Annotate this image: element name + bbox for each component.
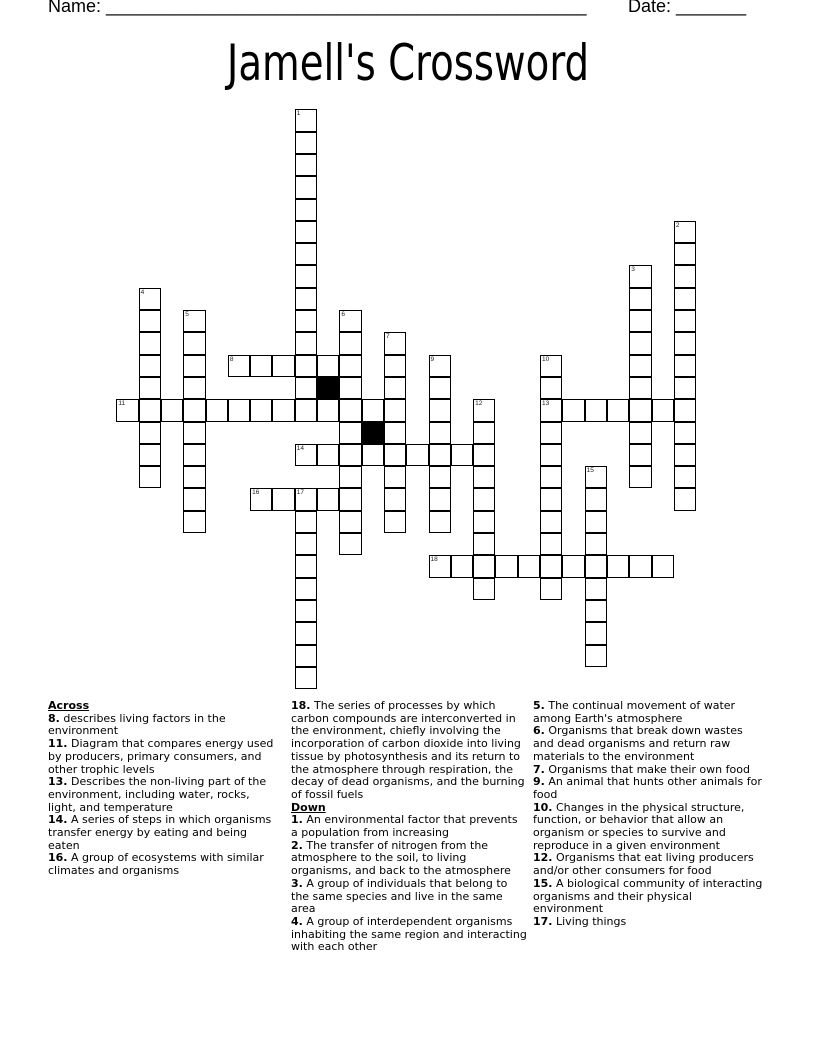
grid-cell[interactable]: [451, 444, 473, 466]
grid-cell[interactable]: [674, 221, 696, 243]
grid-cell[interactable]: [384, 466, 406, 488]
clue-number: 2.: [291, 838, 303, 852]
clue-number-label: 17: [296, 489, 304, 497]
clue-text: Living things: [556, 914, 627, 928]
grid-cell[interactable]: [295, 600, 317, 622]
grid-cell[interactable]: [139, 422, 161, 444]
clue-text: The continual movement of water among Earth's atmosphere: [533, 699, 736, 725]
grid-cell[interactable]: [451, 555, 473, 577]
grid-cell[interactable]: [540, 488, 562, 510]
clue-number: 5.: [533, 699, 545, 712]
clue-number: 1.: [291, 813, 303, 827]
clue-text: A group of interdependent organisms inhabiting the same region and interacting with each other: [291, 914, 527, 954]
clue-number-label: 18: [430, 556, 438, 564]
clue-number: 16.: [48, 851, 68, 865]
down-heading: Down: [291, 800, 326, 814]
clue-text: Organisms that eat living producers and/or other consumers for food: [533, 851, 754, 878]
grid-cell[interactable]: [362, 399, 384, 421]
grid-cell[interactable]: [585, 600, 607, 622]
grid-cell[interactable]: [116, 399, 138, 421]
clue-down-2: [291, 840, 527, 878]
clue-number: 7.: [533, 762, 545, 776]
grid-cell[interactable]: [384, 422, 406, 444]
clue-number: 9.: [533, 775, 545, 789]
grid-cell[interactable]: [339, 332, 361, 354]
grid-cell[interactable]: [295, 555, 317, 577]
grid-cell[interactable]: [295, 444, 317, 466]
grid-cell[interactable]: [540, 377, 562, 399]
grid-cell[interactable]: [384, 444, 406, 466]
grid-cell[interactable]: [674, 288, 696, 310]
clue-down-12: [533, 852, 765, 877]
grid-cell[interactable]: [674, 332, 696, 354]
grid-cell[interactable]: [183, 377, 205, 399]
grid-cell[interactable]: [629, 444, 651, 466]
grid-cell[interactable]: [585, 533, 607, 555]
grid-cell[interactable]: [429, 399, 451, 421]
grid-cell[interactable]: [339, 355, 361, 377]
grid-cell[interactable]: [295, 265, 317, 287]
grid-cell[interactable]: [562, 399, 584, 421]
grid-cell[interactable]: [429, 511, 451, 533]
grid-cell[interactable]: [295, 154, 317, 176]
grid-cell[interactable]: [473, 578, 495, 600]
grid-cell[interactable]: [384, 511, 406, 533]
clue-number-label: 15: [586, 467, 594, 475]
grid-cell[interactable]: [473, 422, 495, 444]
grid-cell[interactable]: [206, 399, 228, 421]
clue-number-label: 4: [140, 288, 145, 296]
grid-cell[interactable]: [339, 466, 361, 488]
clue-down-6: [533, 725, 765, 763]
clue-down-5: [533, 700, 765, 725]
clue-text: Describes the non-living part of the environment, including water, rocks, light, and temperature: [48, 775, 267, 814]
grid-cell[interactable]: [228, 355, 250, 377]
grid-cell[interactable]: [540, 533, 562, 555]
grid-cell[interactable]: [295, 243, 317, 265]
grid-cell[interactable]: [674, 488, 696, 510]
clue-text: An environmental factor that prevents a population from increasing: [291, 813, 518, 840]
grid-cell[interactable]: [540, 466, 562, 488]
clue-down-10: [533, 802, 765, 853]
grid-cell[interactable]: [139, 377, 161, 399]
grid-cell[interactable]: [473, 555, 495, 577]
grid-cell[interactable]: [674, 466, 696, 488]
grid-cell[interactable]: [473, 488, 495, 510]
grid-cell[interactable]: [674, 265, 696, 287]
grid-cell[interactable]: [540, 422, 562, 444]
clue-text: A biological community of interacting organisms and their physical environment: [533, 876, 763, 916]
grid-cell[interactable]: [295, 288, 317, 310]
grid-cell[interactable]: [295, 310, 317, 332]
grid-cell[interactable]: [406, 444, 428, 466]
grid-cell[interactable]: [384, 377, 406, 399]
grid-cell[interactable]: [295, 399, 317, 421]
clue-text: A group of individuals that belong to the same species and live in the same area: [291, 876, 508, 916]
clue-across-16: [48, 852, 280, 877]
clues-column-3: [533, 700, 765, 929]
grid-cell[interactable]: [585, 511, 607, 533]
grid-cell[interactable]: [295, 511, 317, 533]
grid-cell[interactable]: [295, 176, 317, 198]
grid-cell[interactable]: [585, 578, 607, 600]
grid-cell[interactable]: [429, 355, 451, 377]
clue-text: Organisms that break down wastes and dead organisms and return raw materials to the environment: [533, 724, 743, 763]
grid-cell[interactable]: [161, 399, 183, 421]
grid-cell[interactable]: [562, 555, 584, 577]
grid-cell[interactable]: [473, 466, 495, 488]
grid-cell[interactable]: [585, 555, 607, 577]
clue-number-label: 6: [341, 311, 345, 319]
grid-cell[interactable]: [629, 355, 651, 377]
clue-text: A group of ecosystems with similar climates and organisms: [48, 851, 264, 878]
grid-cell[interactable]: [518, 555, 540, 577]
grid-cell[interactable]: [629, 399, 651, 421]
grid-cell[interactable]: [250, 399, 272, 421]
grid-cell[interactable]: [540, 444, 562, 466]
clue-down-17: [533, 916, 765, 929]
black-cell: [317, 377, 339, 399]
grid-cell[interactable]: [295, 221, 317, 243]
grid-cell[interactable]: [585, 488, 607, 510]
grid-cell[interactable]: [674, 310, 696, 332]
across-heading: Across: [48, 699, 90, 712]
grid-cell[interactable]: [339, 377, 361, 399]
clue-down-1: [291, 814, 527, 839]
grid-cell[interactable]: [384, 355, 406, 377]
grid-cell[interactable]: [540, 555, 562, 577]
grid-cell[interactable]: [139, 399, 161, 421]
clue-number-label: 16: [252, 489, 260, 497]
grid-cell[interactable]: [183, 399, 205, 421]
grid-cell[interactable]: [295, 355, 317, 377]
clue-across-18: [291, 700, 527, 802]
grid-cell[interactable]: [295, 332, 317, 354]
grid-cell[interactable]: [429, 555, 451, 577]
clue-number: 15.: [533, 876, 553, 890]
grid-cell[interactable]: [272, 488, 294, 510]
clue-across-8: [48, 713, 280, 738]
grid-cell[interactable]: [585, 645, 607, 667]
grid-cell[interactable]: [183, 466, 205, 488]
clue-text: Organisms that make their own food: [548, 762, 750, 776]
clue-number-label: 9: [430, 355, 435, 363]
clues-column-2: [291, 700, 527, 954]
grid-cell[interactable]: [607, 555, 629, 577]
clue-number: 6.: [533, 724, 545, 738]
grid-cell[interactable]: [674, 355, 696, 377]
grid-cell[interactable]: [317, 444, 339, 466]
grid-cell[interactable]: [629, 265, 651, 287]
grid-cell[interactable]: [473, 533, 495, 555]
clue-number: 12.: [533, 851, 553, 865]
clue-number-label: 1: [296, 110, 301, 118]
clue-down-15: [533, 878, 765, 916]
clue-number-label: 3: [631, 266, 635, 274]
clue-text: The transfer of nitrogen from the atmosphere to the soil, to living organisms, and back to the atmosphere: [291, 838, 511, 878]
grid-cell[interactable]: [629, 422, 651, 444]
grid-cell[interactable]: [295, 109, 317, 131]
grid-cell[interactable]: [384, 488, 406, 510]
grid-cell[interactable]: [339, 399, 361, 421]
grid-cell[interactable]: [674, 422, 696, 444]
clue-number-label: 12: [475, 400, 483, 408]
clue-down-9: [533, 776, 765, 801]
grid-cell[interactable]: [295, 132, 317, 154]
grid-cell[interactable]: [183, 310, 205, 332]
clue-across-14: [48, 814, 280, 852]
clue-number-label: 2: [675, 221, 680, 229]
grid-cell[interactable]: [429, 444, 451, 466]
grid-cell[interactable]: [139, 444, 161, 466]
grid-cell[interactable]: [384, 332, 406, 354]
grid-cell[interactable]: [139, 466, 161, 488]
grid-cell[interactable]: [585, 622, 607, 644]
grid-cell[interactable]: [540, 399, 562, 421]
clue-text: describes living factors in the environment: [48, 711, 226, 738]
clue-text: Changes in the physical structure, function, or behavior that allow an organism or species to survive and reproduce in a given environment: [533, 800, 745, 852]
grid-cell[interactable]: [429, 488, 451, 510]
grid-cell[interactable]: [652, 555, 674, 577]
grid-cell[interactable]: [629, 288, 651, 310]
grid-cell[interactable]: [250, 355, 272, 377]
grid-cell[interactable]: [139, 332, 161, 354]
grid-cell[interactable]: [250, 488, 272, 510]
grid-cell[interactable]: [339, 444, 361, 466]
clue-number: 10.: [533, 800, 553, 814]
grid-cell[interactable]: [295, 199, 317, 221]
grid-cell[interactable]: [674, 444, 696, 466]
grid-cell[interactable]: [183, 355, 205, 377]
grid-cell[interactable]: [429, 422, 451, 444]
grid-cell[interactable]: [317, 399, 339, 421]
clue-number: 18.: [291, 699, 311, 712]
grid-cell[interactable]: [585, 466, 607, 488]
clue-number-label: 13: [542, 400, 550, 408]
grid-cell[interactable]: [674, 243, 696, 265]
clue-number: 8.: [48, 711, 60, 725]
grid-cell[interactable]: [607, 399, 629, 421]
grid-cell[interactable]: [674, 399, 696, 421]
clue-number-label: 10: [542, 355, 550, 363]
grid-cell[interactable]: [629, 555, 651, 577]
date-field[interactable]: Date: _______: [628, 0, 747, 16]
grid-cell[interactable]: [540, 355, 562, 377]
grid-cell[interactable]: [295, 578, 317, 600]
grid-cell[interactable]: [429, 466, 451, 488]
grid-cell[interactable]: [339, 422, 361, 444]
grid-cell[interactable]: [339, 310, 361, 332]
clue-text: Diagram that compares energy used by producers, primary consumers, and other trophic levels: [48, 737, 274, 776]
clue-number: 11.: [48, 737, 68, 751]
grid-cell[interactable]: [429, 377, 451, 399]
clue-number: 17.: [533, 914, 553, 928]
grid-cell[interactable]: [317, 488, 339, 510]
clue-number-label: 5: [185, 311, 189, 319]
clue-text: The series of processes by which carbon compounds are interconverted in the environment, chiefly involving the incorporation of carbon dioxide into living tissue by photosynthesis and its return to the atmosphere through respiration, the decay of dead organisms, and the burning of fossil fuels: [291, 699, 525, 801]
grid-cell[interactable]: [295, 377, 317, 399]
grid-cell[interactable]: [473, 511, 495, 533]
clue-number: 4.: [291, 914, 303, 928]
clue-across-11: [48, 738, 280, 776]
grid-cell[interactable]: [183, 422, 205, 444]
grid-cell[interactable]: [674, 377, 696, 399]
grid-cell[interactable]: [339, 488, 361, 510]
clue-text: A series of steps in which organisms transfer energy by eating and being eaten: [48, 813, 272, 852]
grid-cell[interactable]: [272, 399, 294, 421]
grid-cell[interactable]: [295, 533, 317, 555]
grid-cell[interactable]: [183, 332, 205, 354]
clue-number-label: 11: [118, 400, 126, 408]
grid-cell[interactable]: [473, 399, 495, 421]
grid-cell[interactable]: [317, 355, 339, 377]
grid-cell[interactable]: [295, 645, 317, 667]
grid-cell[interactable]: [629, 332, 651, 354]
grid-cell[interactable]: [495, 555, 517, 577]
clue-number-label: 8: [229, 355, 234, 363]
clue-number: 13.: [48, 775, 68, 789]
page-title: Jamell's Crossword: [226, 34, 590, 92]
grid-cell[interactable]: [183, 444, 205, 466]
grid-cell[interactable]: [339, 533, 361, 555]
name-field[interactable]: Name: ________________________________________________: [48, 0, 587, 16]
grid-cell[interactable]: [473, 444, 495, 466]
clue-number: 14.: [48, 813, 68, 827]
clue-down-3: [291, 878, 527, 916]
clue-across-13: [48, 776, 280, 814]
grid-cell[interactable]: [295, 622, 317, 644]
clue-down-4: [291, 916, 527, 954]
clues-column-1: [48, 700, 280, 878]
grid-cell[interactable]: [139, 288, 161, 310]
grid-cell[interactable]: [228, 399, 250, 421]
grid-cell[interactable]: [295, 488, 317, 510]
grid-cell[interactable]: [183, 511, 205, 533]
black-cell: [362, 422, 384, 444]
grid-cell[interactable]: [362, 444, 384, 466]
clue-text: An animal that hunts other animals for food: [533, 775, 762, 801]
grid-cell[interactable]: [183, 488, 205, 510]
grid-cell[interactable]: [139, 355, 161, 377]
grid-cell[interactable]: [652, 399, 674, 421]
grid-cell[interactable]: [339, 511, 361, 533]
clue-number-label: 14: [296, 444, 304, 452]
grid-cell[interactable]: [295, 667, 317, 689]
grid-cell[interactable]: [272, 355, 294, 377]
clue-number-label: 7: [385, 333, 390, 341]
grid-cell[interactable]: [629, 310, 651, 332]
grid-cell[interactable]: [629, 377, 651, 399]
grid-cell[interactable]: [585, 399, 607, 421]
grid-cell[interactable]: [139, 310, 161, 332]
clue-number: 3.: [291, 876, 303, 890]
grid-cell[interactable]: [629, 466, 651, 488]
grid-cell[interactable]: [540, 578, 562, 600]
grid-cell[interactable]: [540, 511, 562, 533]
grid-cell[interactable]: [384, 399, 406, 421]
